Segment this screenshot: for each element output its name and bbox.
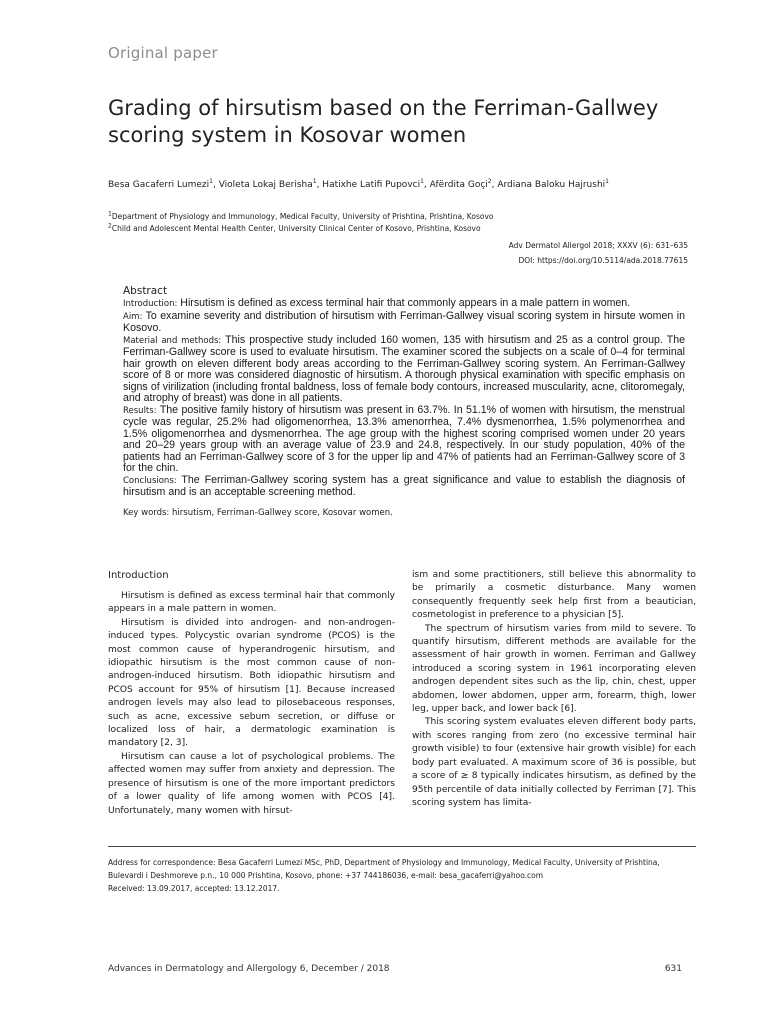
body-paragraph: ism and some practitioners, still believe this abnormality to be primarily a cosmetic disturbance. Many women consequently frequently seek help first from a beautician, cosmetologist in preference to a physician [5]. — [412, 570, 696, 621]
author-affiliation-mark: 1 — [420, 178, 424, 185]
keywords — [123, 508, 685, 518]
abstract-conclusions-text: The Ferriman-Gallwey scoring system has a great significance and value to establish the diagnosis of hirsutism and is an acceptable screening method. — [123, 473, 685, 498]
abstract-heading: Abstract — [123, 285, 168, 297]
abstract-results-text: The positive family history of hirsutism was present in 63.7%. In 51.1% of women with hirsutism, the menstrual cycle was regular, 25.2% had oligomenorrhea, 13.3% amenorrhea, 7.4% dysmenorrhea, 1.5% polymenorrhea and 1.5% oligomenorrhea and dysmenorrhea. The age group with the highest scoring comprised women under 20 years and 20–29 years group with an average value of 23.9 and 24.8, respectively. In our study population, 40% of the patients had an Ferriman-Gallwey score of 3 for the upper lip and 47% of patients had an Ferriman-Gallwey score of 3 for the chin. — [123, 403, 685, 474]
body-paragraph: The spectrum of hirsutism varies from mild to severe. To quantify hirsutism, different methods are available for the assessment of hair growth in women. Ferriman and Gallwey introduced a scoring system in 1961 incorporating eleven androgen dependent sites such as the lip, chin, chest, upper abdomen, lower abdomen, upper arm, forearm, thigh, lower leg, upper back, and lower back [6]. — [412, 623, 696, 715]
keywords-text: hirsutism, Ferriman-Gallwey score, Kosovar women. — [172, 507, 393, 518]
abstract-conclusions-label: Conclusions: — [123, 475, 177, 486]
article-type-label: Original paper — [108, 44, 218, 62]
abstract-conclusions — [123, 475, 685, 499]
footer-page-number: 631 — [664, 964, 682, 974]
author-name: Afërdita Goçi — [429, 180, 488, 190]
author-name: Ardiana Baloku Hajrushi — [497, 180, 606, 190]
author-separator: , — [316, 180, 323, 190]
body-paragraph: Hirsutism is defined as excess terminal hair that commonly appears in a male pattern in women. — [108, 591, 395, 615]
section-heading-introduction: Introduction — [108, 570, 169, 581]
abstract-aim-text: To examine severity and distribution of hirsutism with Ferriman-Gallwey visual scoring system in hirsute women in Kosovo. — [123, 309, 685, 334]
affiliations — [108, 211, 688, 234]
correspondence-address: Address for correspondence: Besa Gacaferri Lumezi MSc, PhD, Department of Physiology and Immunology, Medical Faculty, University of Prishtina, Bulevardi i Deshmoreve p.n., 10 000 Prishtina, Kosovo, phone: +37 744186036, e-mail: besa_gacaferri@yahoo.com — [108, 858, 660, 880]
affiliation-text: Child and Adolescent Mental Health Center, University Clinical Center of Kosovo, Prishtina, Kosovo — [111, 223, 481, 233]
keywords-label: Key words: — [123, 507, 170, 518]
affiliation-number: 2 — [108, 222, 112, 229]
abstract-methods-text: This prospective study included 160 women, 135 with hirsutism and 25 as a control group. The Ferriman-Gallwey score is used to evaluate hirsutism. The examiner scored the subjects on a scale of 0–4 for terminal hair growth on eleven different body areas according to the Ferriman-Gallwey scoring system. An Ferriman-Gallwey score of 8 or more was considered diagnostic of hirsutism. A thorough physical examination with specific emphasis on signs of virilization (including frontal baldness, loss of female body contours, increased muscularity, acne, clitoromegaly, and atrophy of breast) was done in all patients. — [123, 333, 685, 404]
correspondence-block — [108, 856, 696, 895]
footer-journal-name: Advances in Dermatology and Allergology 6, December / 2018 — [108, 964, 390, 974]
abstract-aim — [123, 311, 685, 335]
affiliation-text: Department of Physiology and Immunology, Medical Faculty, University of Prishtina, Prishtina, Kosovo — [111, 212, 494, 221]
abstract-results — [123, 405, 685, 475]
citation: Adv Dermatol Allergol 2018; XXXV (6): 631–635 — [508, 241, 688, 250]
author-affiliation-mark: 1 — [209, 178, 213, 185]
author-separator: , — [423, 180, 430, 190]
body-column-left — [108, 569, 395, 818]
author-name: Hatixhe Latifi Pupovci — [322, 180, 421, 190]
doi-link[interactable]: DOI: https://doi.org/10.5114/ada.2018.77615 — [518, 256, 688, 265]
affiliation-line — [108, 223, 688, 235]
author-name: Besa Gacaferri Lumezi — [108, 180, 210, 190]
affiliation-number: 1 — [108, 210, 112, 218]
body-paragraph: Hirsutism is divided into androgen- and non-androgen-induced types. Polycystic ovarian syndrome (PCOS) is the most common cause of hyperandrogenic hirsutism, and idiopathic hirsutism is the most common cause of non-androgen-induced hirsutism. Both idiopathic hirsutism and PCOS account for 95% of hirsutism [1]. Because increased androgen levels may also lead to pilosebaceous responses, such as acne, excessive sebum secretion, or diffuse or localized loss of hair, a dermatologic examination is mandatory [2, 3]. — [108, 617, 395, 749]
body-paragraph: This scoring system evaluates eleven different body parts, with scores ranging from zero (no excessive terminal hair growth visible) to four (extensive hair growth visible) for each body part evaluated. A maximum score of 36 is possible, but a score of ≥ 8 typically indicates hirsutism, as defined by the 95th percentile of data initially collected by Ferriman [7]. This scoring system has limita- — [412, 717, 696, 808]
received-accepted-dates: Received: 13.09.2017, accepted: 13.12.2017. — [108, 884, 280, 893]
author-affiliation-mark: 1 — [605, 178, 609, 185]
abstract — [123, 284, 685, 518]
author-list — [108, 180, 688, 190]
footnote-divider — [108, 846, 696, 847]
article-title: Grading of hirsutism based on the Ferriman-Gallwey scoring system in Kosovar women — [108, 96, 659, 147]
abstract-introduction-label: Introduction: — [123, 299, 178, 309]
author-separator: , — [491, 180, 498, 190]
journal-citation-block — [509, 238, 688, 268]
author-name: Violeta Lokaj Berisha — [218, 180, 313, 190]
body-column-right — [412, 569, 696, 810]
author-affiliation-mark: 1 — [312, 178, 317, 185]
abstract-methods-label: Material and methods: — [123, 335, 222, 346]
body-paragraph: Hirsutism can cause a lot of psychological problems. The affected women may suffer from anxiety and depression. The presence of hirsutism is one of the more important predictors of a lower quality of life among women with PCOS [4]. Unfortunately, many women with hirsut- — [108, 751, 395, 816]
abstract-aim-label: Aim: — [123, 311, 143, 322]
abstract-methods — [123, 335, 685, 405]
author-affiliation-mark: 2 — [487, 178, 492, 185]
abstract-results-label: Results: — [123, 405, 157, 416]
affiliation-line — [108, 211, 688, 223]
author-separator: , — [212, 180, 219, 190]
abstract-introduction-text: Hirsutism is defined as excess terminal hair that commonly appears in a male pattern in women. — [180, 297, 631, 309]
